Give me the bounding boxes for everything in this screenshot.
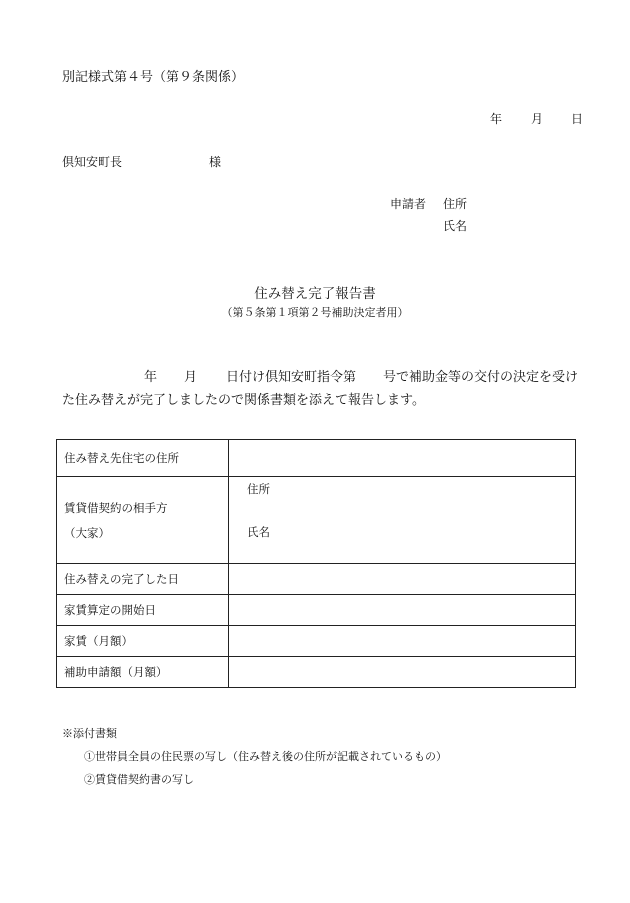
body-decision-ref: 日付け倶知安町指令第 [226,370,357,385]
date-month: 月 [531,112,544,126]
row-label-completion-date: 住み替えの完了した日 [57,564,229,595]
row-value-monthly-rent[interactable] [229,626,576,657]
row-value-completion-date[interactable] [229,564,576,595]
body-month: 月 [184,370,198,385]
date-day: 日 [571,112,584,126]
landlord-label-line2: （大家） [64,525,110,540]
report-table [56,439,576,688]
table-row [57,657,576,688]
row-label-landlord [57,477,229,564]
landlord-address-label: 住所 [247,482,270,496]
attachment-item: ②賃貸借契約書の写し [84,773,194,786]
body-decision-tail: 号で補助金等の交付の決定を受け [383,370,579,385]
applicant-label: 申請者 [390,197,427,211]
date-year: 年 [490,112,503,126]
landlord-value-box [247,477,575,563]
table-row [57,595,576,626]
row-label-subsidy-amount: 補助申請額（月額） [57,657,229,688]
landlord-label-line1: 賃貸借契約の相手方 [64,500,168,515]
row-value-rent-start-date[interactable] [229,595,576,626]
landlord-name-label: 氏名 [247,525,270,539]
page-subtitle: （第５条第１項第２号補助決定者用） [221,306,409,319]
table-row [57,477,576,564]
table-row [57,564,576,595]
page-title: 住み替え完了報告書 [254,286,376,302]
body-line-2: た住み替えが完了しましたので関係書類を添えて報告します。 [62,393,425,408]
form-number: 別記様式第４号（第９条関係） [62,70,245,85]
attachments-heading: ※添付書類 [62,727,117,740]
applicant-name-label: 氏名 [443,219,468,233]
recipient-name: 倶知安町長 [62,155,123,169]
row-value-subsidy-amount[interactable] [229,657,576,688]
row-label-monthly-rent: 家賃（月額） [57,626,229,657]
row-value-new-address[interactable] [229,440,576,477]
body-year: 年 [144,370,158,385]
table-row [57,440,576,477]
recipient-honorific: 様 [209,155,222,169]
row-label-new-address: 住み替え先住宅の住所 [57,440,229,477]
table-row [57,626,576,657]
row-value-landlord[interactable] [229,477,576,564]
applicant-address-label: 住所 [443,197,468,211]
row-label-rent-start-date: 家賃算定の開始日 [57,595,229,626]
attachment-item: ①世帯員全員の住民票の写し（住み替え後の住所が記載されているもの） [84,750,447,763]
